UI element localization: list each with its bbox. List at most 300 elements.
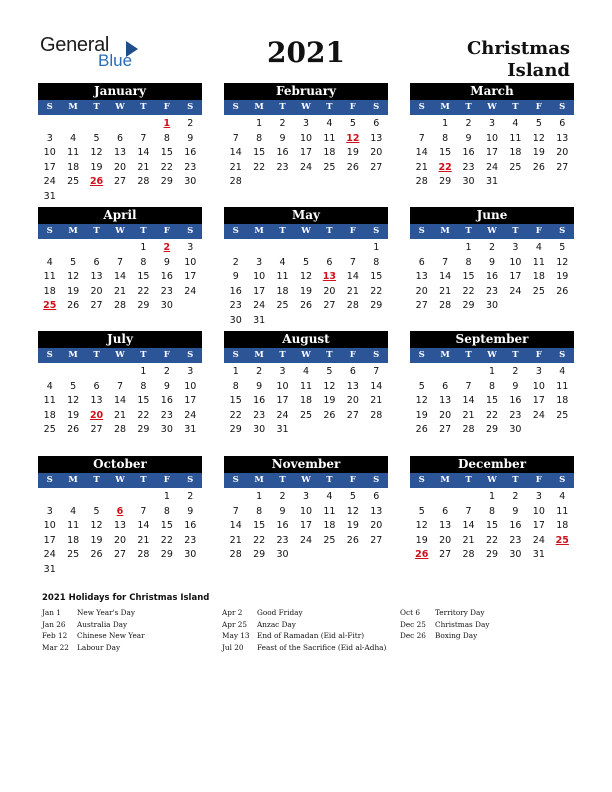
day: 29 <box>370 300 383 312</box>
day: 28 <box>415 176 428 188</box>
day: 13 <box>556 132 569 144</box>
month-title: October <box>38 456 202 473</box>
day-grid <box>224 488 388 563</box>
empty-day <box>61 241 84 256</box>
day: 22 <box>462 285 475 297</box>
day: 25 <box>67 549 80 561</box>
holiday-date: Dec 25 <box>400 619 426 629</box>
month-march <box>410 83 574 190</box>
day: 21 <box>439 285 452 297</box>
calendar-year: 2021 <box>267 36 345 69</box>
weekday-label: M <box>68 226 78 236</box>
day: 31 <box>276 424 289 436</box>
day: 3 <box>187 242 194 253</box>
day: 12 <box>323 380 336 392</box>
day: 4 <box>326 491 333 502</box>
day: 4 <box>535 242 542 253</box>
holiday-date: Jan 1 <box>42 608 61 617</box>
day: 18 <box>323 520 336 532</box>
empty-day <box>108 241 131 256</box>
day: 26 <box>556 285 569 297</box>
empty-day <box>61 365 84 380</box>
day: 17 <box>43 534 56 546</box>
day: 21 <box>229 534 242 546</box>
empty-day <box>85 241 108 256</box>
day: 13 <box>439 395 452 407</box>
day: 26 <box>346 534 359 546</box>
day: 13 <box>346 380 359 392</box>
holiday-date: May 13 <box>222 631 250 640</box>
day: 17 <box>253 285 266 297</box>
day: 15 <box>485 395 499 407</box>
day: 3 <box>256 256 263 268</box>
day: 23 <box>485 285 499 297</box>
holiday-row <box>400 619 489 631</box>
weekday-label: M <box>68 475 78 485</box>
holiday-date: Apr 25 <box>222 619 248 629</box>
day: 3 <box>535 366 542 377</box>
day-grid <box>38 488 202 578</box>
day: 12 <box>90 520 103 532</box>
day: 26 <box>415 424 428 436</box>
weekday-label: S <box>187 475 194 485</box>
month-october <box>38 456 202 578</box>
day: 23 <box>160 409 173 421</box>
holiday-day: 25 <box>43 300 57 312</box>
day: 21 <box>415 161 428 173</box>
holiday-row <box>222 619 386 631</box>
weekday-label: M <box>68 350 78 360</box>
day: 15 <box>160 147 173 159</box>
day-grid <box>224 363 388 438</box>
month-title: March <box>410 83 574 100</box>
day: 12 <box>299 271 313 283</box>
day: 10 <box>299 505 313 517</box>
day: 21 <box>370 395 383 407</box>
day: 3 <box>535 491 542 502</box>
day: 22 <box>229 409 242 421</box>
day: 23 <box>462 161 475 173</box>
empty-day <box>457 490 480 505</box>
weekday-label: F <box>163 475 170 485</box>
day: 27 <box>113 176 127 188</box>
day: 17 <box>276 395 289 407</box>
day: 2 <box>279 491 286 502</box>
weekday-label: T <box>279 475 286 485</box>
day: 27 <box>556 161 569 173</box>
day: 11 <box>323 132 336 144</box>
month-april <box>38 207 202 314</box>
day: 17 <box>509 271 522 283</box>
day: 11 <box>67 520 80 532</box>
day: 1 <box>140 366 147 377</box>
day: 11 <box>509 132 522 144</box>
day: 9 <box>279 132 286 144</box>
day: 7 <box>116 380 124 392</box>
empty-day <box>61 490 84 505</box>
day: 17 <box>299 147 313 159</box>
day: 19 <box>90 534 103 546</box>
weekday-label: S <box>187 350 194 360</box>
day: 16 <box>184 147 197 159</box>
day: 18 <box>532 271 545 283</box>
empty-day <box>132 490 155 505</box>
holiday-row <box>42 607 145 619</box>
empty-day <box>224 117 247 132</box>
day: 12 <box>532 132 545 144</box>
day: 3 <box>512 242 519 253</box>
brand-word-general: General <box>40 34 110 56</box>
weekday-label: T <box>512 350 519 360</box>
day: 8 <box>373 256 380 268</box>
day: 28 <box>346 300 359 312</box>
month-december <box>410 456 574 563</box>
month-november <box>224 456 388 563</box>
day: 30 <box>229 314 242 326</box>
day: 28 <box>137 549 150 561</box>
day: 27 <box>439 549 452 561</box>
day: 6 <box>349 366 356 377</box>
day: 8 <box>140 380 147 392</box>
day: 22 <box>160 161 173 173</box>
day: 21 <box>462 534 475 546</box>
day: 7 <box>465 505 472 517</box>
day: 8 <box>465 256 472 268</box>
weekday-label: S <box>418 475 425 485</box>
day: 8 <box>232 380 239 392</box>
holidays-title: 2021 Holidays for Christmas Island <box>42 593 210 603</box>
day: 29 <box>439 176 452 188</box>
day: 4 <box>46 256 53 268</box>
holiday-column <box>42 607 145 653</box>
day: 14 <box>370 380 383 392</box>
holiday-name: Feast of the Sacrifice (Eid al-Adha) <box>257 642 387 652</box>
day: 7 <box>349 256 356 268</box>
weekday-label: S <box>373 102 380 112</box>
day: 2 <box>187 118 194 129</box>
day: 13 <box>370 132 383 144</box>
month-june <box>410 207 574 314</box>
day: 19 <box>532 147 545 159</box>
day: 21 <box>346 285 359 297</box>
day: 8 <box>488 505 496 517</box>
day: 1 <box>256 118 263 129</box>
holiday-column <box>400 607 489 642</box>
day: 1 <box>488 366 496 377</box>
holiday-name: Anzac Day <box>257 619 296 629</box>
weekday-label: F <box>535 475 542 485</box>
holiday-name: Good Friday <box>257 608 303 617</box>
weekday-label: S <box>418 226 425 236</box>
day: 2 <box>488 242 496 253</box>
day: 12 <box>415 520 428 532</box>
month-january <box>38 83 202 205</box>
empty-day <box>108 365 131 380</box>
weekday-header <box>224 100 388 115</box>
day: 3 <box>279 366 286 377</box>
day: 11 <box>532 256 545 268</box>
holiday-day: 22 <box>438 161 452 173</box>
day: 16 <box>276 147 289 159</box>
day: 15 <box>485 520 499 532</box>
day-grid <box>410 363 574 438</box>
day: 1 <box>140 242 147 253</box>
month-title: November <box>224 456 388 473</box>
day: 24 <box>299 161 313 173</box>
empty-day <box>224 241 247 256</box>
month-title: July <box>38 331 202 348</box>
day: 3 <box>302 118 310 129</box>
weekday-label: T <box>465 350 472 360</box>
day: 5 <box>418 380 425 392</box>
day: 28 <box>370 409 383 421</box>
day: 14 <box>113 395 127 407</box>
day: 25 <box>556 409 569 421</box>
holiday-row <box>222 630 386 642</box>
weekday-label: T <box>279 226 286 236</box>
day: 14 <box>137 520 150 532</box>
weekday-label: T <box>93 475 100 485</box>
holiday-date: Jul 20 <box>222 642 244 652</box>
day: 15 <box>160 520 173 532</box>
day: 31 <box>43 190 56 202</box>
day: 17 <box>184 271 197 283</box>
weekday-label: F <box>163 102 170 112</box>
day: 11 <box>556 380 569 392</box>
day: 7 <box>140 505 147 517</box>
day: 25 <box>67 176 80 188</box>
day: 18 <box>556 395 569 407</box>
day: 30 <box>485 300 499 312</box>
day: 30 <box>160 300 173 312</box>
month-july <box>38 331 202 438</box>
day: 21 <box>113 285 127 297</box>
day: 21 <box>462 409 475 421</box>
holiday-row <box>222 642 386 654</box>
day: 24 <box>184 285 197 297</box>
day: 5 <box>326 366 333 377</box>
holiday-name: Labour Day <box>77 642 121 652</box>
holiday-day: 20 <box>89 409 104 421</box>
day: 13 <box>90 395 103 407</box>
weekday-label: T <box>512 102 519 112</box>
day: 5 <box>349 118 356 129</box>
day: 17 <box>532 520 545 532</box>
day: 10 <box>532 505 545 517</box>
day: 4 <box>46 380 53 392</box>
day-grid <box>38 363 202 438</box>
day: 18 <box>276 285 289 297</box>
day: 23 <box>509 409 522 421</box>
day: 21 <box>137 534 150 546</box>
day: 28 <box>113 300 127 312</box>
day: 29 <box>137 424 150 436</box>
weekday-label: S <box>46 102 53 112</box>
weekday-label: S <box>559 102 566 112</box>
day: 15 <box>462 271 475 283</box>
weekday-label: T <box>326 475 333 485</box>
weekday-header <box>410 100 574 115</box>
day: 7 <box>442 256 449 268</box>
day: 29 <box>253 549 266 561</box>
day: 30 <box>253 424 266 436</box>
weekday-label: F <box>535 102 542 112</box>
day: 31 <box>253 314 266 326</box>
day: 2 <box>232 256 239 268</box>
month-february <box>224 83 388 190</box>
holiday-date: Dec 26 <box>400 631 426 640</box>
day: 20 <box>370 520 383 532</box>
weekday-label: M <box>440 350 450 360</box>
weekday-label: S <box>187 226 194 236</box>
day: 19 <box>415 534 428 546</box>
day: 7 <box>418 132 425 144</box>
day: 5 <box>535 118 542 129</box>
weekday-label: S <box>232 102 239 112</box>
day: 23 <box>184 534 197 546</box>
day: 29 <box>229 424 242 436</box>
day: 18 <box>299 395 313 407</box>
day: 27 <box>323 300 336 312</box>
day: 4 <box>302 366 310 377</box>
empty-day <box>294 241 317 256</box>
weekday-label: M <box>254 102 264 112</box>
empty-day <box>247 241 270 256</box>
weekday-label: S <box>232 226 239 236</box>
day: 22 <box>485 534 499 546</box>
day: 5 <box>302 256 310 268</box>
holiday-date: Oct 6 <box>400 608 420 617</box>
month-title: April <box>38 207 202 224</box>
day: 20 <box>556 147 569 159</box>
day: 15 <box>137 395 150 407</box>
empty-day <box>457 365 480 380</box>
day: 17 <box>43 161 56 173</box>
holiday-day: 2 <box>163 242 171 253</box>
empty-day <box>38 365 61 380</box>
day: 3 <box>488 118 496 129</box>
day: 25 <box>323 534 336 546</box>
day: 26 <box>90 549 103 561</box>
day-grid <box>410 115 574 190</box>
day: 20 <box>439 409 452 421</box>
weekday-label: T <box>140 102 147 112</box>
day: 6 <box>373 491 380 502</box>
day: 24 <box>184 409 197 421</box>
weekday-label: T <box>512 475 519 485</box>
weekday-label: F <box>349 350 356 360</box>
day: 9 <box>279 505 286 517</box>
weekday-label: W <box>487 350 497 360</box>
day: 27 <box>415 300 428 312</box>
day: 25 <box>532 285 545 297</box>
day: 22 <box>160 534 173 546</box>
day: 19 <box>415 409 428 421</box>
day: 6 <box>442 380 449 392</box>
day-grid <box>224 239 388 329</box>
day: 12 <box>415 395 428 407</box>
day: 17 <box>485 147 499 159</box>
weekday-label: S <box>46 475 53 485</box>
day: 30 <box>184 176 197 188</box>
empty-day <box>85 117 108 132</box>
weekday-label: F <box>349 102 356 112</box>
weekday-label: F <box>163 350 170 360</box>
day: 19 <box>346 520 359 532</box>
day: 15 <box>253 147 266 159</box>
day: 2 <box>512 366 519 377</box>
weekday-label: T <box>140 350 147 360</box>
month-title: September <box>410 331 574 348</box>
day: 24 <box>509 285 522 297</box>
day: 20 <box>113 161 127 173</box>
day: 20 <box>415 285 428 297</box>
empty-day <box>410 490 433 505</box>
day: 27 <box>90 300 103 312</box>
day: 1 <box>442 118 449 129</box>
weekday-label: S <box>232 475 239 485</box>
day: 16 <box>509 520 522 532</box>
day: 18 <box>556 520 569 532</box>
day: 13 <box>113 147 127 159</box>
day: 23 <box>509 534 522 546</box>
weekday-label: T <box>465 475 472 485</box>
day: 16 <box>160 271 173 283</box>
weekday-label: M <box>254 226 264 236</box>
day: 20 <box>90 285 103 297</box>
day: 24 <box>43 176 56 188</box>
empty-day <box>318 241 341 256</box>
day: 4 <box>326 118 333 129</box>
day: 21 <box>137 161 150 173</box>
day: 8 <box>488 380 496 392</box>
day: 22 <box>253 534 266 546</box>
day: 3 <box>302 491 310 502</box>
day: 25 <box>323 161 336 173</box>
day: 1 <box>232 366 239 377</box>
day: 16 <box>485 271 499 283</box>
day: 9 <box>465 132 472 144</box>
holiday-name: End of Ramadan (Eid al-Fitr) <box>257 631 365 640</box>
day: 10 <box>299 132 313 144</box>
day: 6 <box>559 118 566 129</box>
weekday-label: W <box>301 226 311 236</box>
day: 16 <box>160 395 173 407</box>
day: 20 <box>370 147 383 159</box>
holiday-name: Boxing Day <box>435 631 478 640</box>
day: 6 <box>93 256 100 268</box>
day: 31 <box>485 176 499 188</box>
day: 24 <box>43 549 56 561</box>
day: 4 <box>70 505 77 517</box>
empty-day <box>132 117 155 132</box>
holiday-day: 1 <box>163 118 171 129</box>
day: 23 <box>160 285 173 297</box>
day: 11 <box>43 395 56 407</box>
country-title: Christmas Island <box>466 38 570 81</box>
day: 29 <box>462 300 475 312</box>
day: 8 <box>256 505 263 517</box>
day: 17 <box>532 395 545 407</box>
month-title: May <box>224 207 388 224</box>
day: 24 <box>299 534 313 546</box>
weekday-label: F <box>163 226 170 236</box>
holiday-day: 12 <box>346 132 360 144</box>
weekday-label: M <box>440 102 450 112</box>
month-august <box>224 331 388 438</box>
day-grid <box>38 239 202 314</box>
day: 10 <box>253 271 266 283</box>
